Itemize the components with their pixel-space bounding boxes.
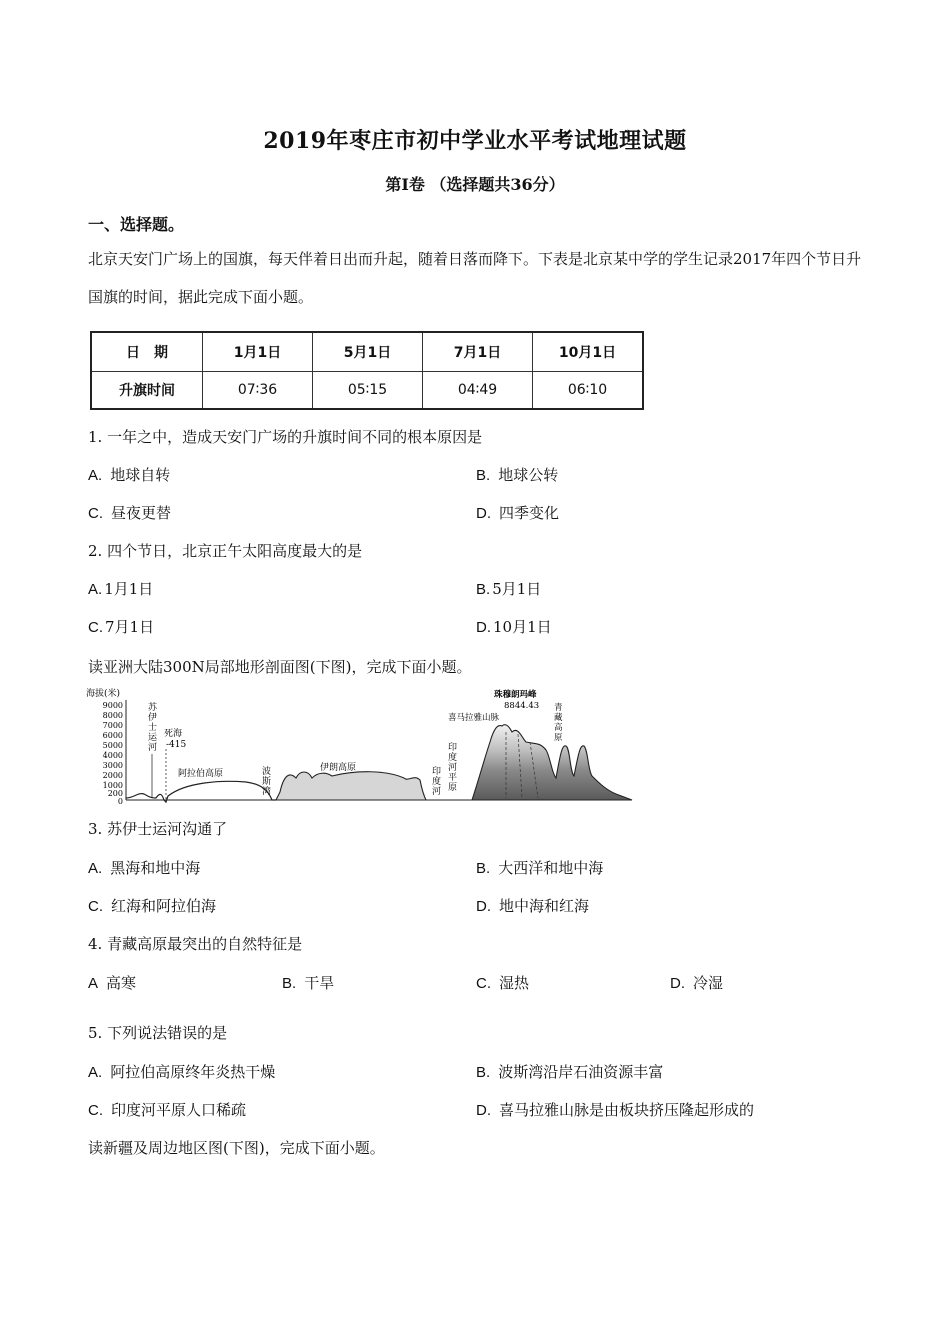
y-tick-label: 200 bbox=[107, 789, 123, 798]
dead-sea-value: -415 bbox=[166, 740, 187, 750]
option-label: A bbox=[88, 975, 99, 992]
iranian-plateau-label: 伊朗高原 bbox=[320, 763, 357, 773]
option-label: D. bbox=[476, 505, 491, 522]
q4-option-c[interactable] bbox=[476, 972, 529, 993]
y-tick-label: 9000 bbox=[102, 701, 123, 710]
y-tick-label: 0 bbox=[117, 797, 123, 806]
option-label: C. bbox=[88, 898, 103, 915]
y-axis-label: 海拔(米) bbox=[86, 689, 121, 699]
label-char: 高 bbox=[554, 723, 563, 733]
option-label: C. bbox=[476, 975, 491, 992]
option-text: 5月1日 bbox=[492, 580, 542, 598]
intro-paragraph-flag: 北京天安门广场上的国旗，每天伴着日出而升起，随着日落而降下。下表是北京某中学的学生记录2017年四个节日升国旗的时间，据此完成下面小题。 bbox=[88, 250, 862, 306]
label-char: 原 bbox=[448, 783, 458, 793]
option-label: B. bbox=[476, 1064, 491, 1081]
option-text: 地球自转 bbox=[110, 466, 171, 484]
option-text: 地中海和红海 bbox=[499, 897, 590, 915]
section-heading: 一、选择题。 bbox=[88, 215, 185, 234]
label-char: 河 bbox=[448, 763, 458, 773]
option-text: 地球公转 bbox=[498, 466, 559, 484]
label-char: 士 bbox=[148, 723, 158, 733]
option-text: 喜马拉雅山脉是由板块挤压隆起形成的 bbox=[499, 1101, 755, 1119]
y-tick-group bbox=[103, 701, 123, 806]
q4-option-d[interactable] bbox=[670, 972, 723, 993]
option-text: 阿拉伯高原终年炎热干燥 bbox=[110, 1063, 276, 1081]
question-1: 1. 一年之中，造成天安门广场的升旗时间不同的根本原因是 bbox=[88, 428, 483, 446]
label-char: 度 bbox=[448, 753, 458, 763]
page-title: 2019年枣庄市初中学业水平考试地理试题 bbox=[263, 128, 687, 154]
q3-option-c[interactable] bbox=[88, 895, 216, 916]
option-label: A. bbox=[88, 860, 103, 877]
label-char: 河 bbox=[432, 787, 442, 797]
y-tick-label: 6000 bbox=[102, 731, 123, 740]
label-char: 青 bbox=[554, 703, 563, 713]
q5-option-a[interactable] bbox=[88, 1061, 275, 1082]
option-label: A. bbox=[88, 581, 103, 598]
y-tick-label: 5000 bbox=[102, 741, 123, 750]
everest-value: 8844.43 bbox=[504, 701, 540, 711]
option-text: 1月1日 bbox=[104, 580, 154, 598]
q2-option-a[interactable] bbox=[88, 578, 153, 599]
q4-option-a[interactable] bbox=[88, 972, 136, 993]
q1-option-a[interactable] bbox=[88, 464, 170, 485]
option-text: 高寒 bbox=[106, 974, 137, 992]
section-subtitle: 第Ⅰ卷 （选择题共36分） bbox=[385, 175, 565, 194]
label-char: 度 bbox=[432, 777, 442, 787]
himalaya-tibet-shape bbox=[472, 725, 632, 800]
table-header-cell: 1月1日 bbox=[203, 332, 313, 372]
q1-option-d[interactable] bbox=[476, 502, 559, 523]
table-row bbox=[91, 332, 643, 372]
label-char: 平 bbox=[448, 773, 458, 783]
intro-paragraph-xinjiang: 读新疆及周边地区图(下图)，完成下面小题。 bbox=[88, 1139, 385, 1157]
option-text: 湿热 bbox=[499, 974, 530, 992]
table-cell: 06∶10 bbox=[533, 372, 644, 410]
himalaya-label: 喜马拉雅山脉 bbox=[448, 713, 500, 723]
label-char: 印 bbox=[448, 743, 458, 753]
suez-canal-label bbox=[148, 701, 158, 753]
y-tick-label: 2000 bbox=[102, 771, 123, 780]
persian-gulf-label bbox=[262, 765, 271, 797]
option-label: B. bbox=[476, 581, 491, 598]
q3-option-b[interactable] bbox=[476, 857, 603, 878]
q1-option-c[interactable] bbox=[88, 502, 171, 523]
q5-option-b[interactable] bbox=[476, 1061, 663, 1082]
label-char: 苏 bbox=[148, 703, 158, 713]
label-char: 印 bbox=[432, 767, 442, 777]
question-4: 4. 青藏高原最突出的自然特征是 bbox=[88, 935, 303, 953]
q1-option-b[interactable] bbox=[476, 464, 558, 485]
iranian-plateau-shape bbox=[276, 772, 426, 800]
option-label: B. bbox=[476, 467, 491, 484]
option-text: 红海和阿拉伯海 bbox=[111, 897, 217, 915]
option-label: A. bbox=[88, 1064, 103, 1081]
option-text: 7月1日 bbox=[105, 618, 155, 636]
table-header-cell: 日 期 bbox=[91, 332, 203, 372]
table-cell: 04∶49 bbox=[423, 372, 533, 410]
label-char: 藏 bbox=[554, 713, 563, 723]
label-char: 河 bbox=[148, 743, 158, 753]
q4-option-b[interactable] bbox=[282, 972, 334, 993]
tibet-plateau-label bbox=[554, 702, 563, 743]
table-header-cell: 5月1日 bbox=[313, 332, 423, 372]
option-text: 10月1日 bbox=[493, 618, 552, 636]
option-label: C. bbox=[88, 505, 103, 522]
everest-label: 珠穆朗玛峰 bbox=[494, 690, 537, 700]
y-tick-label: 8000 bbox=[102, 711, 123, 720]
option-label: C. bbox=[88, 1102, 103, 1119]
dead-sea-label: 死海 bbox=[164, 729, 183, 739]
option-label: D. bbox=[476, 619, 491, 636]
table-row-label: 升旗时间 bbox=[91, 372, 203, 410]
option-label: D. bbox=[670, 975, 685, 992]
y-tick-label: 7000 bbox=[102, 721, 123, 730]
label-char: 原 bbox=[554, 733, 563, 743]
label-char: 波 bbox=[262, 767, 272, 777]
option-label: B. bbox=[282, 975, 297, 992]
q3-option-d[interactable] bbox=[476, 895, 589, 916]
option-label: D. bbox=[476, 1102, 491, 1119]
q2-option-d[interactable] bbox=[476, 616, 552, 637]
option-text: 昼夜更替 bbox=[111, 504, 172, 522]
table-header-cell: 7月1日 bbox=[423, 332, 533, 372]
flag-time-table bbox=[90, 331, 644, 410]
label-char: 斯 bbox=[262, 777, 272, 787]
label-char: 湾 bbox=[262, 787, 272, 797]
indus-plain-label bbox=[448, 741, 457, 793]
option-text: 印度河平原人口稀疏 bbox=[111, 1101, 247, 1119]
y-tick-label: 3000 bbox=[102, 761, 123, 770]
table-cell: 07∶36 bbox=[203, 372, 313, 410]
option-label: B. bbox=[476, 860, 491, 877]
option-text: 大西洋和地中海 bbox=[498, 859, 604, 877]
option-label: D. bbox=[476, 898, 491, 915]
option-text: 冷湿 bbox=[693, 974, 724, 992]
option-text: 四季变化 bbox=[499, 504, 560, 522]
question-2: 2. 四个节日，北京正午太阳高度最大的是 bbox=[88, 542, 363, 560]
label-char: 伊 bbox=[148, 713, 158, 723]
y-tick-label: 1000 bbox=[102, 781, 123, 790]
indus-river-label bbox=[432, 765, 441, 797]
q5-option-c[interactable] bbox=[88, 1099, 246, 1120]
terrain-profile-line bbox=[126, 781, 276, 802]
terrain-profile-figure bbox=[86, 686, 636, 806]
q3-option-a[interactable] bbox=[88, 857, 200, 878]
question-5: 5. 下列说法错误的是 bbox=[88, 1024, 228, 1042]
label-char: 运 bbox=[148, 733, 158, 743]
option-label: C. bbox=[88, 619, 103, 636]
y-tick-label: 4000 bbox=[102, 751, 123, 760]
option-text: 黑海和地中海 bbox=[110, 859, 201, 877]
arabian-plateau-label: 阿拉伯高原 bbox=[178, 769, 224, 779]
q2-option-b[interactable] bbox=[476, 578, 541, 599]
q5-option-d[interactable] bbox=[476, 1099, 754, 1120]
table-cell: 05∶15 bbox=[313, 372, 423, 410]
table-row bbox=[91, 372, 643, 410]
option-label: A. bbox=[88, 467, 103, 484]
option-text: 干旱 bbox=[304, 974, 335, 992]
option-text: 波斯湾沿岸石油资源丰富 bbox=[498, 1063, 664, 1081]
question-3: 3. 苏伊士运河沟通了 bbox=[88, 820, 228, 838]
q2-option-c[interactable] bbox=[88, 616, 154, 637]
table-header-cell: 10月1日 bbox=[533, 332, 644, 372]
intro-paragraph-profile: 读亚洲大陆300N局部地形剖面图(下图)，完成下面小题。 bbox=[88, 658, 472, 676]
